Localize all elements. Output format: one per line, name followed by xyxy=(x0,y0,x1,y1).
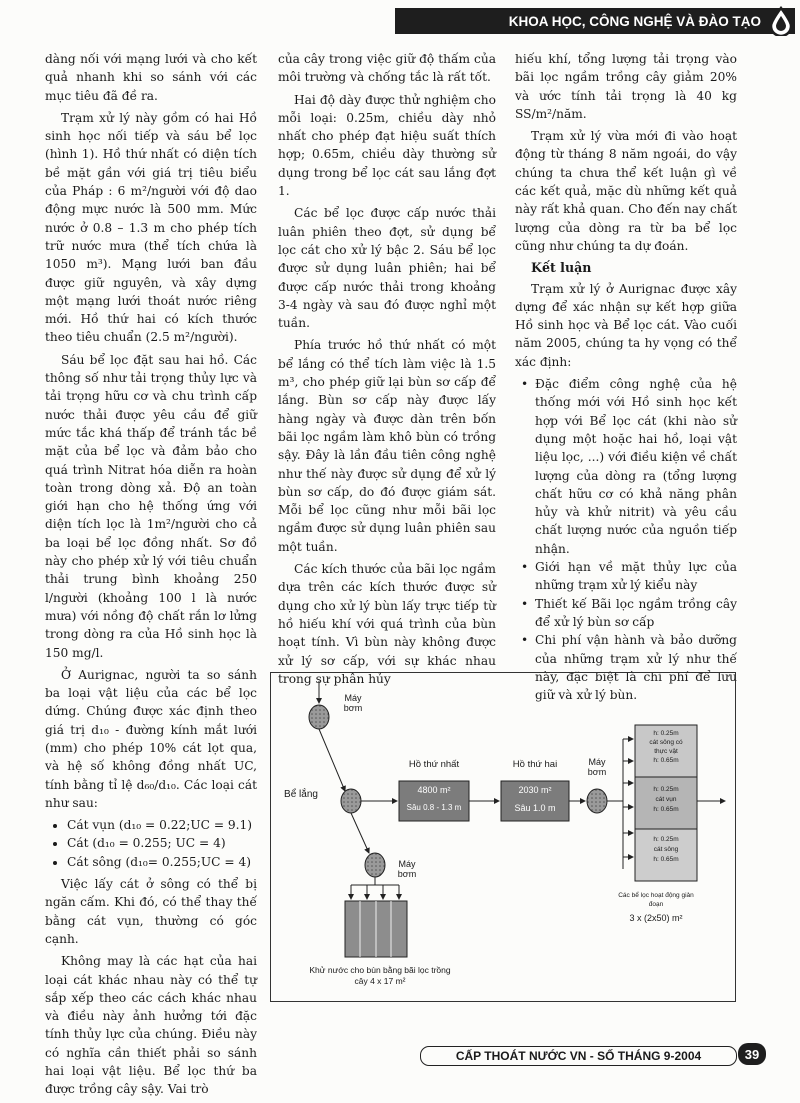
paragraph: Các kích thước của bãi lọc ngầm dựa trên các kích thước được sử dụng cho xử lý bùn lấy trực tiếp từ hồ hiếu khí với quá trình của bùn hoạt tính. Vì bùn này không được xử lý sơ cấp, với sự khác nhau trong sự phân hủy xyxy=(278,562,496,686)
list-item: • Cát vụn (d₁₀ = 0.22;UC = 9.1) xyxy=(67,816,257,834)
paragraph: Ở Aurignac, người ta so sánh ba loại vật liệu của các bể lọc dứng. Chúng được xác định theo giá trị d₁₀ - đường kính mắt lưới (mm) cho phép 10% cát lọt qua, và hệ số không đồng nhất UC, tính bằng tỉ lệ d₆₀/d₁₀. Các loại cát như sau: xyxy=(45,667,257,810)
pond-1-area: 4800 m² xyxy=(417,785,451,795)
pond-1-depth: Sâu 0.8 - 1.3 m xyxy=(406,803,462,812)
filter-3-label: h: 0.25m cát sông h: 0.65m xyxy=(653,836,679,863)
drying-bed-caption: Khử nước cho bùn bằng bãi lọc trồng cây 4 x 17 m² xyxy=(309,965,451,986)
pump-label: Máy bơm xyxy=(587,757,607,777)
paragraph: Hai độ dày được thử nghiệm cho mỗi loại: 0.25m, chiều dày nhỏ nhất cho phép đạt hiệu suất thích hợp; 0.65m, chiều dày thường sử dụng trong bể lọc cát sau lắng đợt 1. xyxy=(278,92,496,199)
settling-tank-label: Bể lắng xyxy=(284,789,318,800)
section-header-title: KHOA HỌC, CÔNG NGHỆ VÀ ĐÀO TẠO xyxy=(508,13,761,29)
sand-type-list xyxy=(45,816,257,871)
pump-label: Máy bơm xyxy=(343,693,363,713)
column-1 xyxy=(45,50,257,1103)
pump-label: Máy bơm xyxy=(397,859,417,879)
paragraph: dàng nối với mạng lưới và cho kết quả nhanh khi so sánh với các mục tiêu đã đề ra. xyxy=(45,52,257,103)
list-item: • Giới hạn về mặt thủy lực của những trạm xử lý kiểu này xyxy=(535,558,737,595)
list-item: • Cát (d₁₀ = 0.255; UC = 4) xyxy=(67,834,257,852)
process-diagram xyxy=(270,672,736,1002)
paragraph: Trạm xử lý ở Aurignac được xây dựng để xác nhận sự kết hợp giữa Hồ sinh học và Bể lọc cát. Vào cuối năm 2005, chúng ta hy vọng có thể xác định: xyxy=(515,281,737,369)
paragraph: Các bể lọc được cấp nước thải luân phiên theo đợt, sử dụng bể lọc cát cho xử lý bậc 2. Sáu bể lọc được sử dụng luân phiên; hai bể được cấp nước thải trong khoảng 3-4 ngày và sau đó được nghỉ một tuần. xyxy=(278,206,496,331)
column-3 xyxy=(515,50,737,708)
filters-area: 3 x (2x50) m² xyxy=(629,913,683,923)
filter-1-label: h: 0.25m cát sông có thực vật h: 0.65m xyxy=(649,730,683,764)
paragraph: Không may là các hạt của hai loại cát khác nhau này có thể tự sắp xếp theo các cách khác nhau và điều này ảnh hưởng tới đặc tính thủy lực của chúng. Điều này có nghĩa cần thiết phải so sánh hai loại vật liệu. Bể lọc thứ ba được trồng cây sậy. Vai trò xyxy=(45,954,257,1097)
water-drop-icon xyxy=(768,6,794,36)
list-item: • Cát sông (d₁₀= 0.255;UC = 4) xyxy=(67,853,257,871)
paragraph: Việc lấy cát ở sông có thể bị ngăn cấm. Khi đó, có thể thay thế bằng cát vụn, thường có góc cạnh. xyxy=(45,877,257,946)
list-item: • Thiết kế Bãi lọc ngầm trồng cây để xử lý bùn sơ cấp xyxy=(535,595,737,632)
paragraph: hiếu khí, tổng lượng tải trọng vào bãi lọc ngầm trồng cây giảm 20% và ước tính tải trọng là 40 kg SS/m²/năm. xyxy=(515,52,737,121)
pond-2-area: 2030 m² xyxy=(518,785,552,795)
journal-title: CẤP THOÁT NƯỚC VN - SỐ THÁNG 9-2004 xyxy=(455,1049,702,1063)
paragraph: Sáu bể lọc đặt sau hai hồ. Các thông số như tải trọng thủy lực và tải trọng hữu cơ và chu trình cấp nước thải được yêu cầu để giữ mức tắc khá thấp để tránh tắc bề mặt của bể lọc và đảm bảo cho quá trình Nitrat hóa diễn ra hoàn toàn trong dòng xả. Độ an toàn giới hạn cho hệ thống ứng với diện tích lọc là 1m²/người cho cả ba loại bể lọc đồng nhất. Sơ đồ này cho phép xử lý với tiêu chuẩn thải trung bình khoảng 250 l/người (khoảng 100 l là nước mưa) với nồng độ chất rắn lơ lửng trong dòng ra của Hồ sinh học là 150 mg/l. xyxy=(45,352,257,660)
pond-2-title: Hồ thứ hai xyxy=(512,759,558,770)
paragraph: Trạm xử lý này gồm có hai Hồ sinh học nối tiếp và sáu bể lọc (hình 1). Hồ thứ nhất có diện tích bề mặt gần với giá trị tiêu biểu của Pháp : 6 m²/người với độ dao động mực nước là 500 mm. Mức nước ở 0.8 – 1.3 m cho phép tích trữ nước mưa (thể tích chứa là 1050 m³). Mạng lưới ban đầu được giữ nguyên, và xây dựng một mạng lưới thoát nước riêng mới. Hồ thứ hai có kích thước theo tiêu chuẩn (2.5 m²/người). xyxy=(45,110,257,345)
journal-footer xyxy=(420,1046,737,1066)
section-header xyxy=(395,8,795,34)
page-number: 39 xyxy=(738,1043,766,1065)
filters-caption: Các bể lọc hoạt động giản đoạn xyxy=(618,892,694,908)
list-item: • Chi phí vận hành và bảo dưỡng của những trạm xử lý như thế này, đặc biệt là chi phí để lưu giữ và xử lý bùn. xyxy=(535,631,737,704)
paragraph: Trạm xử lý vừa mới đi vào hoạt động từ tháng 8 năm ngoái, do vậy chúng ta chưa thể kết luận gì về các kết quả, mặc dù những kết quả này rất khả quan. Cho đến nay chất lượng của dòng ra từ ba bể lọc cũng như chúng ta dự đoán. xyxy=(515,129,737,253)
conclusion-list xyxy=(515,375,737,704)
paragraph: Phía trước hồ thứ nhất có một bể lắng có thể tích làm việc là 1.5 m³, cho phép giữ lại bùn sơ cấp để lắng. Bùn sơ cấp này được lấy hàng ngày và được dàn trên bốn bãi lọc ngầm làm khô bùn có trồng sậy. Đây là lần đầu tiên công nghệ như thế này được sử dụng để xử lý bùn sơ cấp, do đó được giám sát. Mỗi bể lọc cũng như mỗi bãi lọc ngầm được sử dụng luân phiên sau một tuần. xyxy=(278,338,496,554)
pond-1-title: Hồ thứ nhất xyxy=(408,759,460,770)
section-heading: Kết luận xyxy=(531,260,592,276)
list-item: • Đặc điểm công nghệ của hệ thống mới với Hồ sinh học kết hợp với Bể lọc cát (khi nào sử dụng một hoặc hai hồ, loại vật liệu lọc, ...) với điều kiện về chất lượng của dòng ra (tổng lượng chất hữu cơ có khả năng phân hủy và khử nitrit) và yêu cầu chất lượng nước của nguồn tiếp nhận. xyxy=(535,375,737,558)
column-2 xyxy=(278,50,496,692)
filter-2-label: h: 0.25m cát vụn h: 0.65m xyxy=(653,786,679,813)
paragraph: của cây trong việc giữ độ thấm của môi trường và chống tắc là rất tốt. xyxy=(278,52,496,85)
pond-2-depth: Sâu 1.0 m xyxy=(514,803,556,813)
